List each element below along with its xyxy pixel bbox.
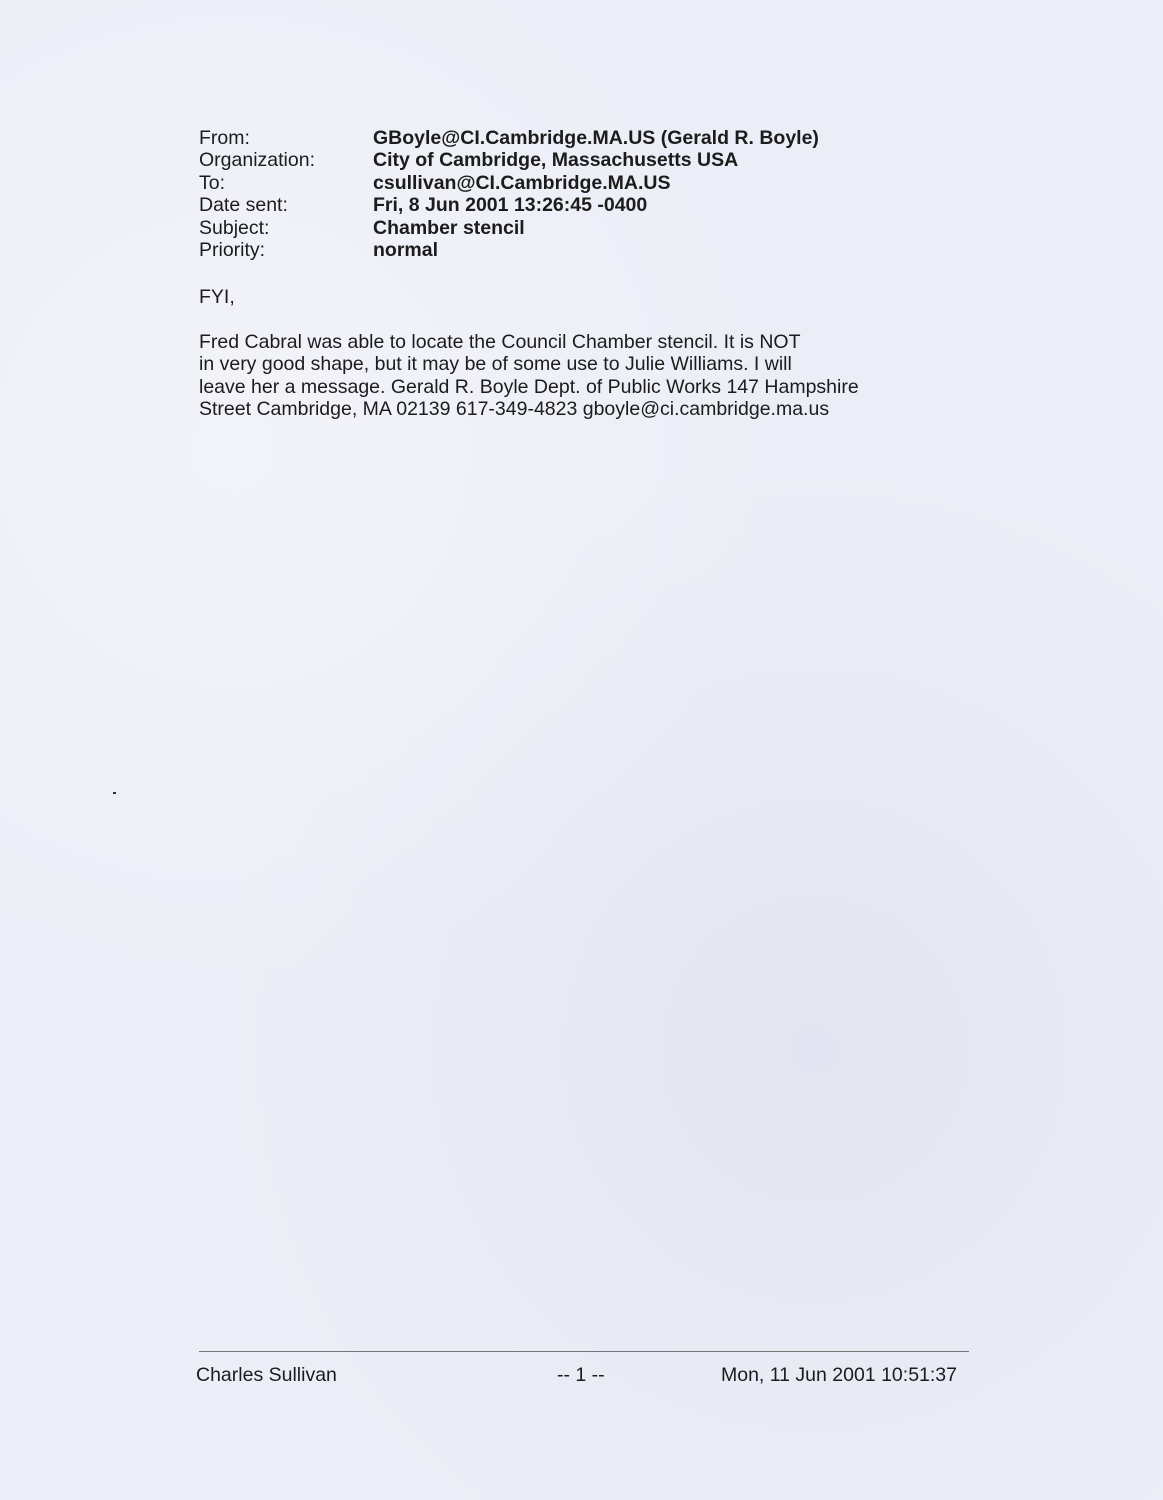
body-line: in very good shape, but it may be of some use to Julie Williams. I will [199,353,792,376]
header-row-organization [199,149,819,171]
email-greeting: FYI, [199,286,235,308]
priority-label: Priority: [199,239,266,262]
date-sent-label: Date sent: [199,194,288,217]
subject-value: Chamber stencil [373,216,525,239]
email-header [199,127,819,261]
date-sent-value: Fri, 8 Jun 2001 13:26:45 -0400 [373,194,648,217]
footer-user: Charles Sullivan [196,1364,337,1386]
organization-label: Organization: [199,149,315,172]
subject-label: Subject: [199,216,270,239]
footer-printed-date: Mon, 11 Jun 2001 10:51:37 [721,1364,957,1386]
header-row-date [199,194,819,216]
header-row-from [199,127,819,149]
header-row-to [199,172,819,194]
footer-divider [199,1351,969,1352]
from-label: From: [199,127,250,149]
body-line: leave her a message. Gerald R. Boyle Dept. of Public Works 147 Hampshire [199,375,859,398]
header-row-subject [199,217,819,239]
email-body [199,331,859,421]
scan-speck [113,792,116,794]
body-line: Fred Cabral was able to locate the Council Chamber stencil. It is NOT [199,331,801,353]
footer-page-number: -- 1 -- [557,1364,605,1386]
body-line: Street Cambridge, MA 02139 617-349-4823 gboyle@ci.cambridge.ma.us [199,398,830,421]
header-row-priority [199,239,819,261]
to-value: csullivan@CI.Cambridge.MA.US [373,171,671,194]
from-value: GBoyle@CI.Cambridge.MA.US (Gerald R. Boyle) [373,127,819,149]
to-label: To: [199,171,226,194]
priority-value: normal [373,239,439,262]
organization-value: City of Cambridge, Massachusetts USA [373,149,739,172]
